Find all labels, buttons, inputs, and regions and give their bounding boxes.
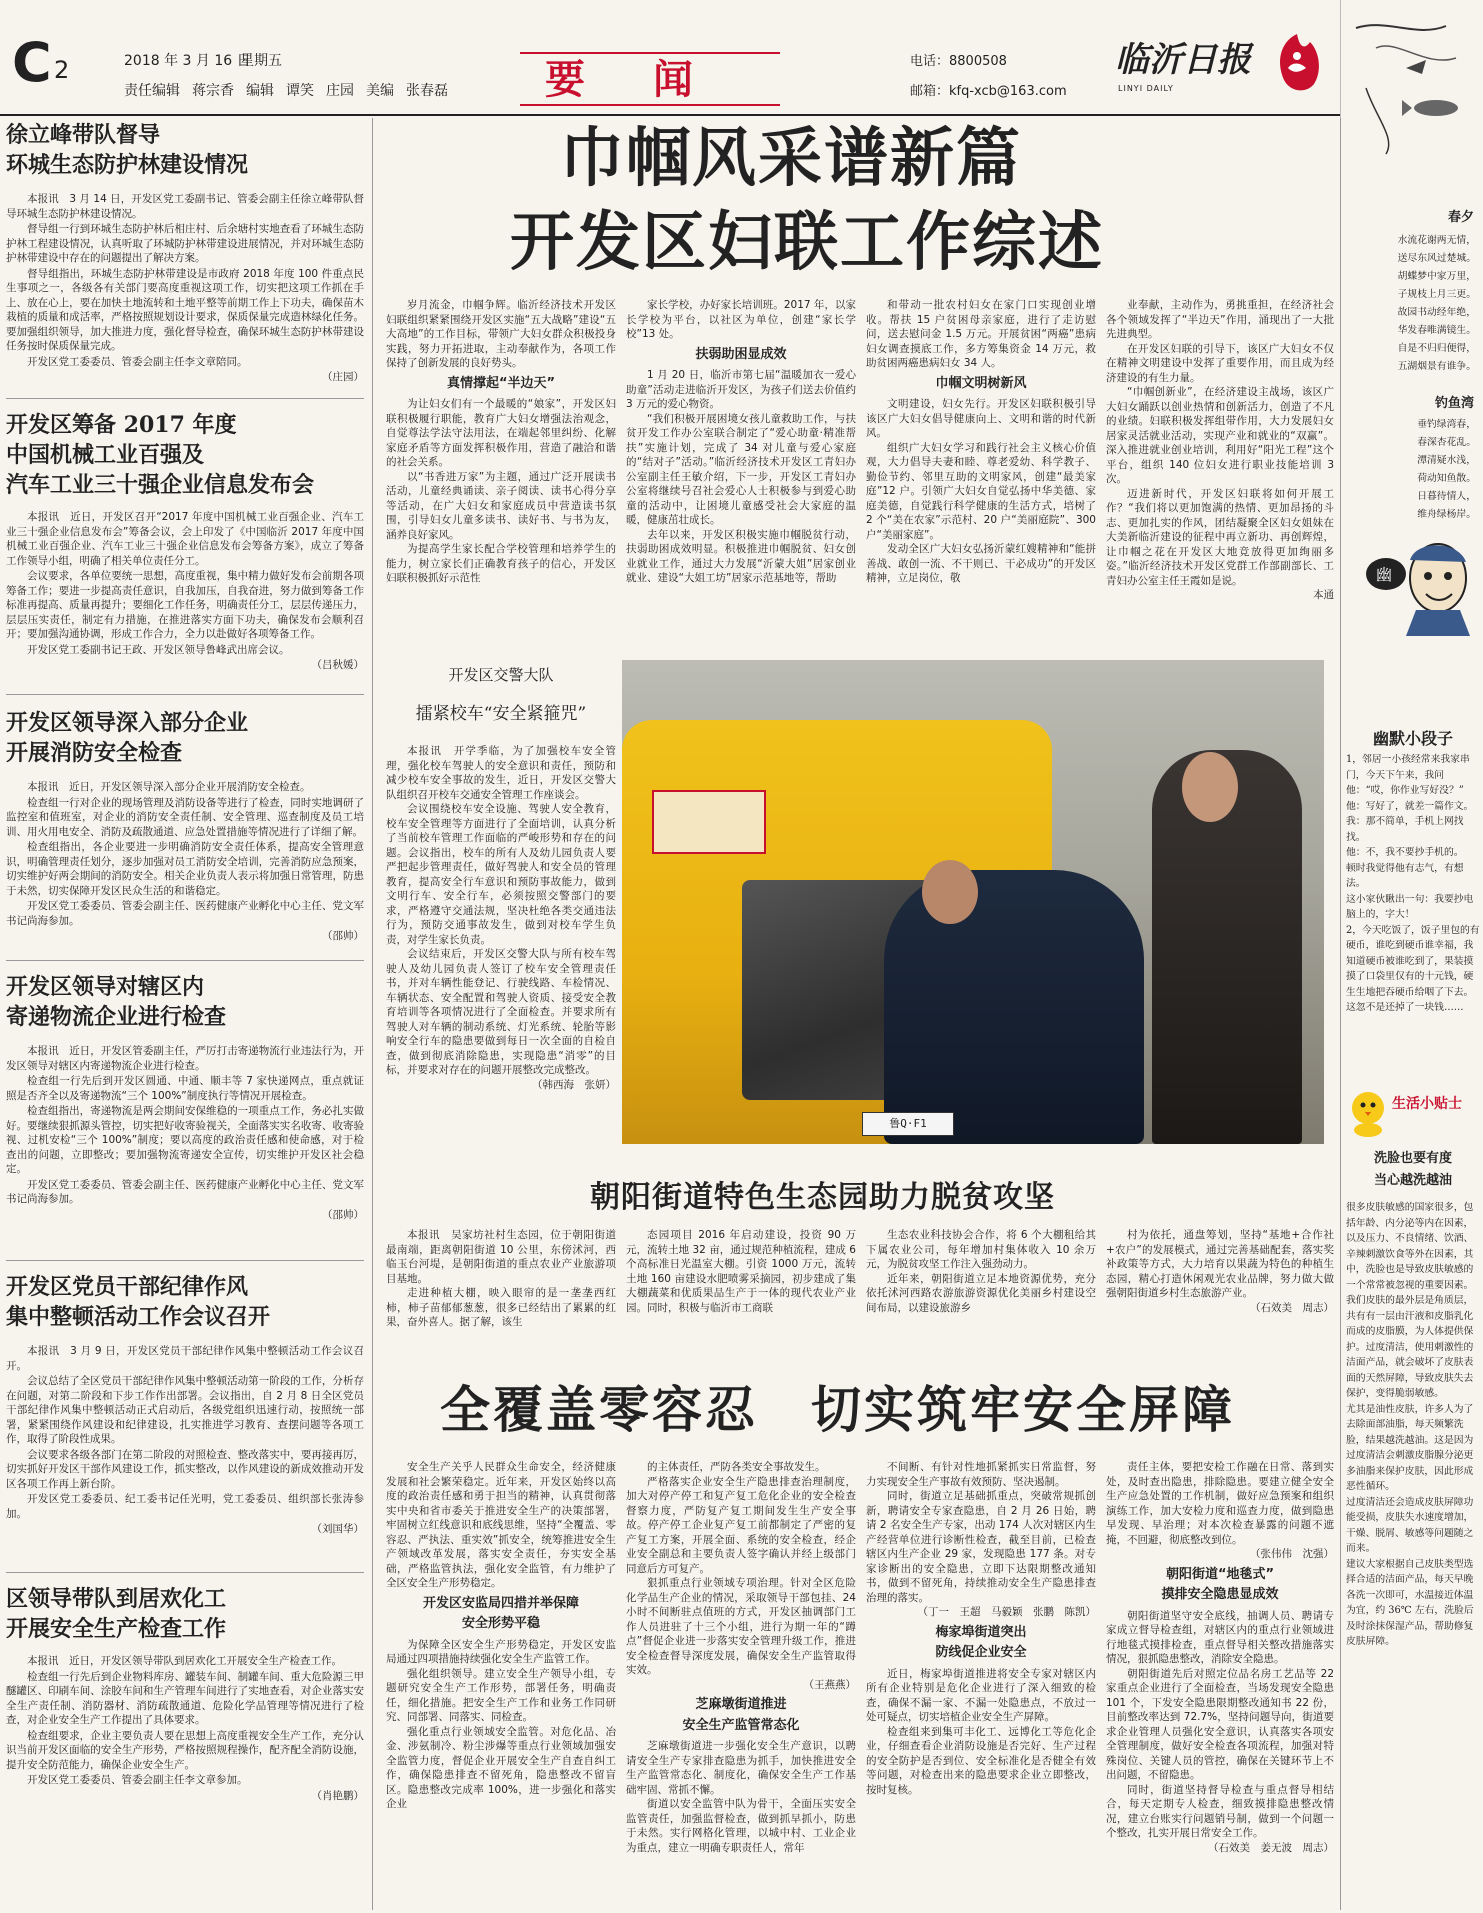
byline: （张伟伟 沈强） (1250, 1548, 1334, 1560)
paragraph: 检查组指出，各企业要进一步明确消防安全责任体系，提高安全管理意识，明确管理责任划分，逐步加强对员工消防安全培训，完善消防应急预案，切实维护好两会期间的消防安全。相关企业负责人表示将加强日常管理，防患于未然，切实保障开发区民众生活的和谐稳定。 (6, 841, 364, 897)
newspaper-logo: 临沂日报 (1115, 40, 1251, 80)
left-article-6-body (6, 1654, 364, 1910)
subheading: 防线促企业安全 (935, 1645, 1027, 1660)
editor-name: 谭笑 (286, 83, 314, 99)
man-head-image (1182, 752, 1238, 822)
paragraph: 过度清洁还会造成皮肤屏障功能受损，皮肤失水速度增加，干燥、脱屑、敏感等问题随之而来。 (1346, 1496, 1474, 1554)
jokes-title: 幽默小段子 (1372, 729, 1453, 748)
paragraph: 本报讯 近日，开发区召开“2017 年度中国机械工业百强企业、汽车工业三十强企业信息发布会”筹备会议，会上印发了《中国临沂 2017 年度中国机械工业百强企业、汽车工业三十强企业信息发布会筹备方案》，成立了筹备工作领导小组，明确了相关单位责任分工。 (6, 511, 364, 567)
tips-badge (1346, 1088, 1480, 1138)
article-separator (6, 960, 364, 961)
tips-title (1346, 1148, 1480, 1192)
editor-role: 责任编辑 (124, 83, 180, 99)
editor-role: 美编 (366, 83, 394, 99)
paragraph: 走进种植大棚，映入眼帘的是一垄垄西红柿，柿子苗郁郁葱葱，很多已经结出了累累的红果，奋外喜人。据了解，该生 (386, 1287, 616, 1328)
paragraph: 在开发区妇联的引导下，该区广大妇女不仅在精神文明建设中发挥了重要作用，而且成为经济建设的有生力量。 (1106, 342, 1334, 384)
paragraph: 家长学校，办好家长培训班。2017 年，以家长学校为平台，以社区为单位，创建“家长学校”13 处。 (626, 299, 856, 340)
headline-line: 洗脸也要有度 (1373, 1151, 1452, 1166)
paragraph: 会议总结了全区党员干部纪律作风集中整顿活动第一阶段的工作，分析存在问题，对第二阶段和下步工作作出部署。会议指出，自 2 月 8 日全区党员干部纪律作风集中整顿活动正式启动后，各级党组织迅速行动，按照统一部署，紧紧围绕作风建设和纪律建设，扎实推进学习教育、查摆问题等各项工作，取得了阶段性成果。 (6, 1375, 364, 1445)
left-article-1-body (6, 192, 364, 392)
headline: 擂紧校车“安全紧箍咒” (415, 704, 587, 724)
left-article-5-body (6, 1344, 364, 1566)
contact-phone: 电话：8800508 (910, 54, 1007, 69)
paragraph: 狠抓重点行业领域专项治理。针对全区危险化学品生产企业的情况，采取领导干部包挂、24 小时不间断驻点值班的方式，开发区抽调部门工作人员进驻了十三个小组，进行为期一年的“蹲点”督促企业进一步落实安全管理升级工作，推进安全检查督导深度发展，确保安全生产监管取得实效。 (626, 1577, 856, 1676)
paragraph: 检查组一行先后到企业物料库房、罐装车间、制罐车间、重大危险源三甲醚罐区、印刷车间、涂胶车间和生产管理车间进行了实地查看，对企业落实安全生产责任制、消防器材、消防疏散通道、危险化学品管理等情况进行了检查，对企业安全生产工作提出了具体要求。 (6, 1670, 364, 1726)
subheading: 真情撑起“半边天” (446, 375, 556, 391)
poem-1-title: 春夕 (1447, 210, 1474, 225)
left-article-6-headline (6, 1584, 376, 1644)
paragraph: 安全生产关乎人民群众生命安全，经济健康发展和社会繁荣稳定。近年来，开发区始终以高度的政治责任感和勇于担当的精神，认真贯彻落实中央和省市委关于推进安全生产的决策部署，牢固树立红线意识和底线思维，坚持“全覆盖、零容忍、严执法、重实效”抓安全，统筹推进安全生产领域改革发展，落实安全责任，夯实安全基础，严格监管执法，强化安全监管，有力维护了全区安全生产形势稳定。 (386, 1461, 616, 1589)
lead-headline-2: 开发区妇联工作综述 (510, 206, 1104, 280)
eco-col-4 (1106, 1228, 1334, 1364)
paragraph: 尤其是油性皮肤，许多人为了去除面部油脂，每天频繁洗脸，结果越洗越油。这是因为过度清洁会刺激皮脂腺分泌更多油脂来保护皮肤，因此形成恶性循环。 (1346, 1403, 1474, 1492)
editor-credits (124, 80, 460, 100)
safety-headline: 全覆盖零容忍 切实筑牢安全屏障 (440, 1381, 1235, 1439)
license-plate: 鲁Q·F1 (862, 1112, 954, 1136)
subheading: 摸排安全隐患显成效 (1161, 1587, 1279, 1602)
paragraph: 本报讯 近日，开发区管委副主任，严厉打击寄递物流行业违法行为，开发区领导对辖区内寄递物流企业进行检查。 (6, 1045, 364, 1072)
paragraph: 强化重点行业领域安全监管。对危化品、冶金、涉氨制冷、粉尘涉爆等重点行业领域加强安全监管力度，督促企业开展安全生产自查自纠工作，确保隐患排查不留死角，隐患整改不留盲区。隐患整改完成率 100%，进一步强化和落实企业 (386, 1725, 616, 1810)
column-rule (1340, 118, 1341, 1910)
headline-line: 汽车工业三十强企业信息发布会 (6, 472, 315, 498)
poem-line: 送尽东风过楚城。 (1397, 253, 1476, 264)
paragraph: 开发区党工委副书记王政、开发区领导鲁峰武出席会议。 (27, 643, 290, 656)
article-separator (6, 1260, 364, 1261)
paragraph: 2，今天吃饭了，饭子里包的有硬币，谁吃到硬币谁幸福，我知道硬币被谁吃到了，果装摸摸了口袋里仅有的十元钱，硬生生地把吞硬币给咽了下去。 (1346, 924, 1480, 998)
poem-line: 维舟绿杨岸。 (1417, 509, 1476, 520)
headline-line: 开发区领导对辖区内 (6, 974, 205, 1000)
paragraph: 近年来，朝阳街道立足本地资源优势，充分依托沭河西路农游旅游资源优化美丽乡村建设空间布局，以建设旅游乡 (866, 1272, 1096, 1314)
subheading: 安全生产监管常态化 (682, 1717, 800, 1733)
tips-badge-label: 生活小贴士 (1392, 1096, 1462, 1112)
paragraph: 发动全区广大妇女弘扬沂蒙红嫂精神和“能拼善战、敢创一流、不干则已、干必成功”的开发区精神，立足岗位，敬 (866, 543, 1096, 584)
paragraph: 他：不，我不要抄手机的。 (1346, 847, 1464, 858)
paragraph: “巾帼创新业”，在经济建设主战场，该区广大妇女踊跃以创业热情和创新活力，创造了不凡的业绩。妇联积极发挥组带作用，大力发展妇女居家灵活就业活动，实现产业和就业的“双赢”。深入推进就业创业培训，利用好“阳光工程”这个平台，组织 140 位妇女进行职业技能培训 3 次。 (1106, 386, 1334, 485)
contact-email: 邮箱：kfq-xcb@163.com (910, 84, 1067, 99)
lead-col-1 (386, 298, 616, 654)
headline-line: 中国机械工业百强及 (6, 442, 205, 468)
paragraph: 本报讯 吴家坊社村生态园，位于朝阳街道最南端，距离朝阳街道 10 公里，东傍沭河，西临玉台河堤，是朝阳街道的重点农业产业旅游项目基地。 (386, 1229, 616, 1285)
byline: （王燕燕） (803, 1678, 856, 1691)
paragraph: 检查组来到集可丰化工、远博化工等危化企业，仔细查看企业消防设施是否完好、生产过程的安全防护是否到位、安全标准化是否健全有效等问题，对检查出来的隐患要求企业立即整改，按时复核。 (866, 1725, 1096, 1796)
officer-head-image (922, 860, 978, 924)
article-separator (6, 694, 364, 695)
paragraph: 强化组织领导。建立安全生产领导小组，专题研究安全生产工作形势，部署任务，明确责任，细化措施。把安全生产工作和业务工作同研究、同部署、同落实、同检查。 (386, 1667, 616, 1723)
paragraph: 开发区党工委委员、管委会副主任李文章参加。 (27, 1774, 248, 1786)
article-separator (6, 1572, 364, 1573)
poem-line: 五湖烟景有谁争。 (1397, 361, 1476, 372)
byline: 本通 (1313, 589, 1334, 601)
paragraph: 同时，街道坚持督导检查与重点督导相结合，每天定期专人检查，细致摸排隐患整改情况，建立台账实行问题销号制，做到一个问题一个整改，扎实开展日常安全工作。 (1106, 1783, 1334, 1839)
headline-line: 开展安全生产检查工作 (6, 1616, 227, 1642)
paragraph: 村为依托，通盘筹划，坚持“基地+合作社+农户”的发展模式，通过完善基础配套，落实奖补政策等方式，大力培育以果蔬为特色的种植生态园，精心打造休闲观光农业品牌，努力做大做强朝阳街道乡村生态旅游产业。 (1106, 1229, 1334, 1299)
paragraph: 岁月流金，巾帼争辉。临沂经济技术开发区妇联组织紧紧围绕开发区实施“五大战略”建设“五大高地”的工作目标，带领广大妇女群众积极投身实践，努力开拓进取，主动奉献作为，各项工作保持了创新发展的良好势头。 (386, 299, 616, 369)
lead-col-4 (1106, 298, 1334, 654)
left-article-1-headline (6, 120, 376, 180)
poem-line: 故园书动经年绝， (1397, 307, 1476, 318)
poem-1 (1346, 232, 1480, 380)
cartoon-man-illustration-icon (1346, 518, 1480, 638)
paragraph: 态园项目 2016 年启动建设，投资 90 万元，流转土地 32 亩，通过规范种植流程，建成 6 个高标准日光温室大棚。引资 1000 万元，流转土地 160 亩建设水肥喷雾采摘园，初步建成了集大棚蔬菜和优质果品生产于一体的现代农业产业园。同时，积极与临沂市工商联 (626, 1229, 856, 1314)
subheading: 巾帼文明树新风 (935, 375, 1027, 391)
jokes-body (1346, 752, 1480, 1072)
paragraph: “我们积极开展困境女孩儿童救助工作，与扶贫开发工作办公室联合制定了“爱心助童·精准帮扶”实施计划，完成了 34 对儿童与爱心家庭的“结对子”活动。”临沂经济技术开发区工青妇办公室副主任王敏介绍，下一步，开发区工青妇办公室将继续号召社会爱心人士积极参与到爱心助童的活动中，让困境儿童感受社会大家庭的温暖，健康茁壮成长。 (626, 412, 856, 526)
poem-line: 子规枝上月三更。 (1397, 289, 1476, 300)
paragraph: 本报讯 3 月 14 日，开发区党工委副书记、管委会副主任徐立峰带队督导环城生态防护林建设情况。 (6, 193, 364, 220)
byline: （邵帅） (322, 930, 364, 942)
poem-line: 垂钓绿湾春， (1417, 419, 1476, 430)
headline-line: 开发区筹备 2017 年度 (6, 412, 237, 438)
paragraph: 检查组要求，企业主要负责人要在思想上高度重视安全生产工作，充分认识当前开发区面临的安全生产形势，严格按照规程操作，配齐配全消防设施，提升安全防范能力，确保企业安全生产。 (6, 1729, 364, 1771)
paragraph: 他：写好了，就差一篇作文。 (1346, 800, 1474, 812)
column-rule (1340, 0, 1341, 118)
byline: （石效美 周志） (1250, 1301, 1334, 1314)
byline: （石效美 姜无波 周志） (1208, 1841, 1334, 1854)
paragraph: 检查组指出，寄递物流是两会期间安保维稳的一项重点工作，务必扎实做好。要继续狠抓源头管控，切实把好收寄验视关，全面落实实名收寄、收寄验视、过机安检“三个 100%”制度；要以高度的政治责任感和使命感，对于检查出的问题，立即整改；要加强物流寄递安全宣传，切实维护开发区社会稳定。 (6, 1105, 364, 1175)
paragraph: 严格落实企业安全生产隐患排查治理制度，加大对停产停工和复产复工危化企业的安全检查督察力度，严防复产复工期间发生生产安全事故。停产停工企业复产复工前都制定了严密的复产复工方案，开展全面、系统的安全检查，经企业安全副总和主要负责人签字确认并经上级部门同意后方可复产。 (626, 1475, 856, 1575)
masthead (0, 0, 1483, 118)
safety-col-1 (386, 1460, 616, 1910)
paragraph: 本报讯 近日，开发区领导带队到居欢化工开展安全生产检查工作。 (27, 1655, 342, 1667)
paragraph: 为保障全区安全生产形势稳定，开发区安监局通过四项措施持续强化安全生产监管工作。 (386, 1638, 616, 1665)
ink-painting-fish-icon (1346, 8, 1480, 158)
paragraph: 我：那不简单，手机上网找找。 (1346, 816, 1464, 843)
paragraph: 本报讯 3 月 9 日，开发区党员干部纪律作风集中整顿活动工作会议召开。 (6, 1345, 364, 1372)
poem-2-title: 钓鱼湾 (1434, 396, 1474, 411)
headline-line: 区领导带队到居欢化工 (6, 1586, 227, 1612)
paragraph: 组织广大妇女学习和践行社会主义核心价值观，大力倡导夫妻和睦、尊老爱幼、科学教子、勤俭节约、邻里互助的文明家风，创建“最美家庭”12 户。引领广大妇女自觉弘扬中华美德、家庭美德，自觉践行科学健康的生活方式，培树了 2 个“美在农家”示范村、20 户“美丽庭院”、300 户“美丽家庭”。 (866, 441, 1096, 541)
paragraph: 朝阳街道坚守安全底线，抽调人员、聘请专家成立督导检查组，对辖区内的重点行业领域进行地毯式摸排检查，重点督导相关整改措施落实情况，狠抓隐患整改，消除安全隐患。 (1106, 1609, 1334, 1665)
lead-col-3 (866, 298, 1096, 654)
poem-line: 荷动知鱼散。 (1417, 473, 1476, 484)
poem-line: 日暮待情人， (1417, 491, 1476, 502)
issue-weekday: 星期五 (240, 53, 282, 69)
svg-text:幽: 幽 (1376, 565, 1393, 584)
headline-line: 寄递物流企业进行检查 (6, 1004, 227, 1030)
paragraph: 督导组一行到环城生态防护林后相庄村、后余塘村实地查看了环城生态防护林工程建设情况，认真听取了环城防护林带建设进展情况，并对环城生态防护林带建设中存在的问题提出了解决方案。 (6, 223, 364, 264)
paragraph: 开发区党工委委员、管委会副主任、医药健康产业孵化中心主任、党文军书记尚海参加。 (6, 1178, 364, 1205)
poem-2 (1346, 416, 1480, 526)
news-photo (622, 660, 1324, 1144)
school-bus-sign (652, 790, 766, 854)
chick-mascot-icon (1346, 1088, 1390, 1138)
safety-col-4 (1106, 1460, 1334, 1910)
byline: （刘国华） (311, 1523, 364, 1535)
paragraph: 1，邻居一小孩经常来我家串门，今天下午来，我问他：“哎，你作业写好没？” (1346, 754, 1470, 796)
headline-line: 开发区党员干部纪律作风 (6, 1274, 249, 1300)
byline: （丁一 王超 马毅颖 张鹏 陈凯） (917, 1606, 1096, 1618)
paragraph: 会议结束后，开发区交警大队与所有校车驾驶人及幼儿园负责人签订了校车安全管理责任书，并对车辆性能登记、行驶线路、车检情况、车辆状态、安全配置和驾驶人资质、接受安全教育培训等各项情况进行了全面检查。并要求所有驾驶人对车辆的制动系统、灯光系统、轮胎等影响安全行车的隐患要做到每日一次全面的自检自查，做到彻底消除隐患，实现隐患“消零”的目标，并要求对存在的问题开展整改完成整改。 (386, 948, 616, 1076)
byline: （肖艳鹏） (311, 1789, 364, 1802)
section-title: 要闻 (545, 57, 761, 103)
safety-col-2 (626, 1460, 856, 1910)
headline-line: 开展消防安全检查 (6, 740, 183, 766)
headline-line: 当心越洗越油 (1373, 1173, 1452, 1188)
paragraph: 这忽不是还掉了一块钱…… (1346, 1002, 1464, 1013)
newspaper-logo-sub: LINYI DAILY (1118, 84, 1174, 93)
left-article-4-headline (6, 972, 376, 1032)
paragraph: 不间断、有针对性地抓紧抓实日常监督，努力实现安全生产事故有效预防、坚决遏制。 (866, 1461, 1096, 1488)
editor-role: 编辑 (246, 83, 274, 99)
article-separator (6, 398, 364, 399)
paragraph: 迈进新时代，开发区妇联将如何开展工作？“我们将以更加饱满的热情、更加昂扬的斗志、更加扎实的作风，团结凝聚全区妇女姐妹在大美新临沂建设的征程中再立新功、再创辉煌，让巾帼之花在开发区大地竞放得更加绚丽多姿。”临沂经济技术开发区党群工作部副部长、工青妇办公室主任王霞如是说。 (1106, 487, 1334, 587)
paragraph: 文明建设，妇女先行。开发区妇联积极引导该区广大妇女倡导健康向上、文明和谐的时代新风。 (866, 398, 1096, 439)
paragraph: 为提高学生家长配合学校管理和培养学生的能力，树立家长们正确教育孩子的信心，开发区妇联积极抓好示范性 (386, 543, 616, 584)
section-rule (520, 52, 780, 54)
school-bus-headline (386, 664, 616, 724)
school-bus-body (386, 744, 616, 1140)
editor-name: 张春磊 (406, 83, 448, 99)
poem-line: 潭清疑水浅， (1417, 455, 1476, 466)
paragraph: 开发区党工委委员、管委会副主任、医药健康产业孵化中心主任、党文军书记尚海参加。 (6, 900, 364, 927)
poem-line: 自是不归归便得， (1397, 343, 1476, 354)
paragraph: 检查组一行对企业的现场管理及消防设备等进行了检查，同时实地调研了监控室和值班室，对企业的消防安全责任制、安全管理、巡查制度及员工培训、用火用电安全、消防及疏散通道、应急处置措施等情况进行了详细了解。 (6, 796, 364, 838)
paragraph: 街道以安全监管中队为骨干，全面压实安全监管责任，加强监督检查，做到抓早抓小，防患于未然。实行网格化管理，以城中村、工业企业为重点，建立一明确专职责任人，常年 (626, 1798, 856, 1854)
subheading: 梅家埠街道突出 (935, 1624, 1027, 1640)
paragraph: 会议围绕校车安全设施、驾驶人安全教育，校车安全管理等方面进行了全面培训，认真分析了当前校车管理工作面临的严峻形势和存在的问题。会议指出，校车的所有人及幼儿园负责人要严把起步管理责任，做好驾驶人和安全员的管理教育，提高安全行车意识和预防事故能力，做到文明行车、安全行车，必须按照交警部门的要求，严格遵守交通法规，坚决杜绝各类交通违法行为，预防交通事故发生，做到对校车学生负责，对学生家长负责。 (386, 803, 616, 946)
issue-date: 2018 年 3 月 16 日 (124, 53, 251, 69)
poem-line: 春深杏花乱。 (1417, 437, 1476, 448)
left-article-3-headline (6, 708, 376, 768)
left-article-2-headline (6, 410, 376, 500)
paragraph: 责任主体，要把安检工作融在日常、落到实处，及时查出隐患，排除隐患。要建立健全安全生产应急处置的工作机制，做好应急预案和组织演练工作，加大安检力度和巡查力度，做到隐患早发现、早治理；对本次检查暴露的问题不遮掩，不回避，彻底整改到位。 (1106, 1461, 1334, 1546)
left-article-4-body (6, 1044, 364, 1254)
subheading: 芝麻墩街道推进 (695, 1697, 787, 1712)
subheading: 安全形势平稳 (461, 1616, 540, 1631)
paragraph: 和带动一批农村妇女在家门口实现创业增收。帮扶 15 户贫困母亲家庭，进行了走访慰问，送去慰问金 1.5 万元。开展贫困“两癌”患病妇女调查摸底工作，多方筹集资金 14 万元，救助贫困两癌患病妇女 34 人。 (866, 299, 1096, 369)
headline-line: 开发区领导深入部分企业 (6, 710, 249, 736)
paragraph: 去年以来，开发区积极实施巾帼脱贫行动，扶弱助困成效明显。积极推进巾帼脱贫、妇女创业就业工作，通过大力发展“沂蒙大姐”居家创业就业、建设“大姐工坊”居家示范基地等，帮助 (626, 528, 856, 584)
paragraph: 以“书香进万家”为主题，通过广泛开展读书活动，儿童经典诵读、亲子阅读、读书心得分享等活动，在广大妇女和家庭成员中营造读书氛围，引导妇女儿童多读书、读好书、与书为友，涵养良好家风。 (386, 470, 616, 541)
paragraph: 检查组一行先后到开发区圆通、中通、顺丰等 7 家快递网点，重点就证照是否齐全以及寄递物流“三个 100%”制度执行等情况开展检查。 (6, 1075, 364, 1102)
paragraph: 朝阳街道先后对照定位品名房工艺品等 22 家重点企业进行了全面检查，当场发现安全隐患 101 个，下发安全隐患限期整改通知书 22 份，目前整改率达到 72.7%，坚持问题导向，街道要求企业管理人员强化安全意识，认真落实各项安全管理制度，做好安全检查各项流程，加强对特殊岗位、关键人员的管控，确保在关键环节上不出问题，不留隐患。 (1106, 1667, 1334, 1781)
paragraph: 会议要求，各单位要统一思想，高度重视，集中精力做好发布会前期各项筹备工作；要进一步提高责任意识，自我加压，自我奋进，努力做到筹备工作标准再提高、质量再提升；要细化工作任务，明确责任分工，层层传递压力，层层压实责任，制定有力措施，在推进落实方面下功夫，确保发布会顺利召开；要加强沟通协调，形成工作合力，全力以赴做好各项筹备工作。 (6, 570, 364, 640)
paragraph: 很多皮肤敏感的国家很多，包括年龄、内分泌等内在因素，以及压力、不良情绪、饮酒、辛辣刺激饮食等外在因素，其中，洗脸也是导致皮肤敏感的一个常常被忽视的重要因素。 (1346, 1202, 1474, 1291)
paragraph: 我们皮肤的最外层是角质层，共有有一层由汗液和皮脂乳化而成的皮脂膜，为人体提供保护。过度清洁，使用刺激性的洁面产品，就会破坏了皮肤表面的天然屏障，导致皮肤失去保护，变得脆弱敏感。 (1346, 1295, 1474, 1399)
paragraph: 的主体责任，严防各类安全事故发生。 (647, 1461, 826, 1473)
byline: （庄园） (322, 371, 364, 383)
poem-line: 水流花谢两无情， (1397, 235, 1476, 246)
paragraph: 建议大家根据自己皮肤类型选择合适的洁面产品，每天早晚各洗一次即可，水温接近体温为宜，约 36℃ 左右，洗脸后及时涂抹保湿产品，帮助修复皮肤屏障。 (1346, 1558, 1474, 1647)
page-number: 2 (54, 56, 70, 84)
editor-name: 蒋宗香 (192, 83, 234, 99)
police-officer-image (884, 870, 1144, 1144)
lead-headline-1: 巾帼风采谱新篇 (560, 122, 1022, 196)
headline-line: 环城生态防护林建设情况 (6, 152, 249, 178)
eco-col-2 (626, 1228, 856, 1364)
poem-line: 胡蝶梦中家万里， (1397, 271, 1476, 282)
byline: （韩西海 张妍） (532, 1078, 616, 1091)
paragraph: 为让妇女们有一个最暖的“娘家”，开发区妇联积极履行职能，教育广大妇女增强法治观念，自觉尊法学法守法用法，在端起邻里纠纷、化解家庭矛盾等方面发挥积极作用，营造了融洽和谐的社会关系。 (386, 398, 616, 468)
paragraph: 生态农业科技协会合作，将 6 个大棚租给其下属农业公司，每年增加村集体收入 10 余万元，为脱贫攻坚工作注入强劲动力。 (866, 1229, 1096, 1270)
paragraph: 业奉献，主动作为，勇挑重担，在经济社会各个领域发挥了“半边天”作用，涌现出了一大批先进典型。 (1106, 299, 1334, 340)
paragraph: 顿时我觉得他有志气，有想法。 (1346, 862, 1464, 889)
eco-col-3 (866, 1228, 1096, 1364)
byline: （吕秋媛） (311, 659, 364, 671)
paragraph: 芝麻墩街道进一步强化安全生产意识，以聘请安全生产专家排查隐患为抓手，加快推进安全生产监管常态化、制度化，确保安全生产工作基础牢固、常抓不懈。 (626, 1740, 856, 1796)
headline-line: 徐立峰带队督导 (6, 122, 161, 148)
byline: （邵帅） (322, 1208, 364, 1221)
tips-body (1346, 1200, 1480, 1906)
headline-line: 集中整顿活动工作会议召开 (6, 1304, 271, 1330)
page-letter: C (12, 31, 52, 94)
subheading: 开发区安监局四措并举保障 (422, 1595, 579, 1611)
paragraph: 本报讯 近日，开发区领导深入部分企业开展消防安全检查。 (27, 781, 311, 793)
eco-col-1 (386, 1228, 616, 1364)
paragraph: 本报讯 开学季临，为了加强校车安全管理，强化校车驾驶人的安全意识和责任，预防和减少校车安全事故的发生，近日，开发区交警大队组织召开校车交通安全管理工作座谈会。 (386, 745, 616, 801)
subheading: 朝阳街道“地毯式” (1165, 1566, 1275, 1582)
kicker: 开发区交警大队 (448, 666, 554, 684)
left-article-3-body (6, 780, 364, 952)
paragraph: 督导组指出，环城生态防护林带建设是市政府 2018 年度 100 件重点民生事项之一，各级各有关部门要高度重视这项工作，切实把这项工作抓在手上、放在心上，要在加快土地流转和土地平整等前期工作上下功夫，确保苗木栽植的质量和成活率，严格按照规划设计要求，保质保量完成造林绿化任务。要加强组织领导，加大推进力度，强化督导检查，确保环城生态防护林带建设任务按时保质保量完成。 (6, 267, 364, 352)
left-article-2-body (6, 510, 364, 686)
poem-line: 华发春唯满镜生。 (1397, 325, 1476, 336)
editor-name: 庄园 (326, 83, 354, 99)
safety-col-3 (866, 1460, 1096, 1910)
paragraph: 开发区党工委委员、纪工委书记任光明，党工委委员、组织部长张涛参加。 (6, 1493, 364, 1520)
emblem-icon (1270, 28, 1324, 98)
paragraph: 近日，梅家埠街道推进将安全专家对辖区内所有企业特别是危化企业进行了深入细致的检查，确保不漏一家、不漏一处隐患点，不放过一处可疑点，切实培植企业安全生产屏障。 (866, 1667, 1096, 1723)
lead-col-2 (626, 298, 856, 654)
header-rule (0, 114, 1340, 116)
paragraph: 1 月 20 日，临沂市第七届“温暖加衣一爱心助童”活动走进临沂开发区，为孩子们送去价值约 3 万元的爱心物资。 (626, 369, 856, 410)
section-rule (520, 104, 780, 106)
paragraph: 同时，街道立足基础抓重点，突破常规抓创新，聘请安全专家查隐患，自 2 月 26 日始，聘请 2 名安全生产专家，出动 174 人次对辖区内生产经营单位进行诊断性检查，截至目前，已检查辖区内生产企业 29 家，发现隐患 177 条。对专家诊断出的安全隐患，立即下达限期整改通知书，做到不留死角，持续推动安全生产隐患排查治理的落实。 (866, 1490, 1096, 1604)
subheading: 扶弱助困显成效 (695, 346, 787, 362)
paragraph: 开发区党工委委员、管委会副主任李文章陪同。 (27, 355, 248, 368)
eco-headline: 朝阳街道特色生态园助力脱贫攻坚 (590, 1180, 1055, 1215)
paragraph: 会议要求各级各部门在第二阶段的对照检查、整改落实中，要再接再厉，切实抓好开发区干部作风建设工作，抓实整改，以作风建设的新成效推动开发区各项工作再上新台阶。 (6, 1448, 364, 1490)
left-article-5-headline (6, 1272, 376, 1332)
paragraph: 这小家伙瞅出一句：我要抄电脑上的，字大！ (1346, 893, 1474, 920)
